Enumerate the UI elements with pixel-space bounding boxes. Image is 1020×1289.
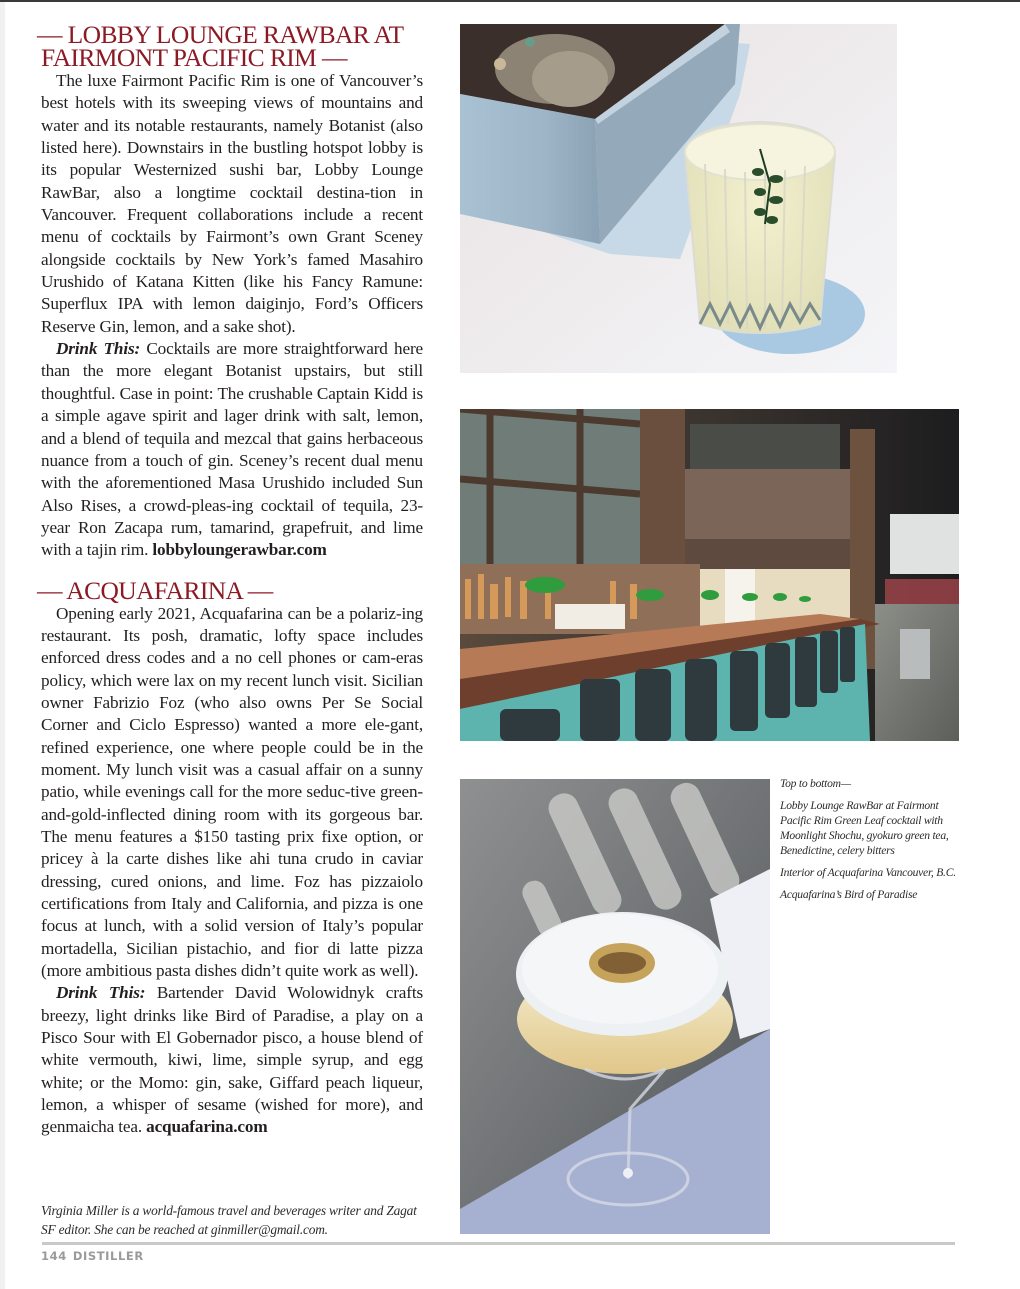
caption-intro: Top to bottom—: [780, 777, 851, 790]
section-heading-acquafarina: — ACQUAFARINA —: [37, 575, 273, 605]
caption-item: Acquafarina’s Bird of Paradise: [780, 888, 918, 901]
page-number: 144: [41, 1249, 67, 1263]
drink-this-lead: Drink This:: [56, 983, 146, 1003]
article-paragraph: [41, 982, 423, 1138]
article-paragraph: [41, 603, 423, 983]
page-folio: [41, 1249, 150, 1263]
paragraph-text: The luxe Fairmont Pacific Rim is one of Vancouver’s best hotels with its sweeping views of mountains and water and its notable restaurants, namely Botanist (also listed here). Downstairs in the bustling hotspot lobby is its popular Westernized sushi bar, Lobby Lounge RawBar, also a longtime cocktail destina-tion in Vancouver. Frequent collaborations include a recent menu of cocktails by Fairmont’s own Grant Sceney alongside cocktails by New York’s famed Masahiro Urushido of Katana Kitten (like his Fancy Ramune: Superflux IPA with lemon daiginjo, Ford’s Officers Reserve Gin, lemon, and a sake shot).: [41, 71, 423, 336]
caption-item: Lobby Lounge RawBar at Fairmont Pacific Rim Green Leaf cocktail with Moonlight Shochu, gyokuro green tea, Benedictine, celery bitters: [780, 799, 949, 857]
article-paragraph: [41, 338, 423, 561]
acquafarina-interior-photo: [460, 409, 959, 741]
website-link-lobbyloungerawbar[interactable]: lobbyloungerawbar.com: [152, 540, 327, 560]
caption-item: Interior of Acquafarina Vancouver, B.C.: [780, 866, 956, 879]
photo-caption: [780, 776, 970, 909]
paragraph-text: Bartender David Wolowidnyk crafts breezy, light drinks like Bird of Paradise, a play on a Pisco Sour with El Gobernador pisco, a house blend of white vermouth, kiwi, lime, simple syrup, and egg white; or the Momo: gin, sake, Giffard peach liqueur, lemon, a whisper of sesame (wished for more), and genmaicha tea.: [41, 983, 423, 1137]
paragraph-text: Opening early 2021, Acquafarina can be a polariz-ing restaurant. Its posh, dramatic, lofty space includes enforced dress codes and a no cell phones or cam-eras policy, which were lax on my recent lunch visit. Sicilian owner Fabrizio Foz (who also owns Per Se Social Corner and Ciclo Espresso) wanted a more ele-gant, refined experience, one where people could be in the moment. My lunch visit was a casual affair on a sunny patio, while evenings call for the more seduc-tive green-and-gold-inflected dining room with its gorgeous bar. The menu features a $150 tasting prix fixe option, or pricey à la carte dishes like ahi tuna crudo in caviar dressing, cured onions, and lime. Foz has pizzaiolo certifications from Italy and California, and pizza is one focus at lunch, with a solid version of Italy’s popular mortadella, Sicilian pistachio, and fior di latte pizza (more ambitious pasta dishes didn’t quite work as well).: [41, 603, 423, 981]
bird-of-paradise-cocktail-photo: [460, 779, 770, 1234]
article-column: [37, 20, 423, 1139]
drink-this-lead: Drink This:: [56, 339, 141, 359]
author-bio: Virginia Miller is a world-famous travel and beverages writer and Zagat SF editor. She can be reached at ginmiller@gmail.com.: [41, 1203, 417, 1237]
paragraph-text: Cocktails are more straightforward here than the more elegant Botanist upstairs, but still thoughtful. Case in point: The crushable Captain Kidd is a simple agave spirit and lager drink with salt, lemon, and a blend of tequila and mezcal that gains herbaceous nuance from a touch of gin. Sceney’s recent dual menu with the aforementioned Masa Urushido included Sun Also Rises, a crowd-pleas-ing cocktail of tequila, 23-year Ron Zacapa rum, tamarind, grapefruit, and lime with a tajin rim.: [41, 339, 423, 560]
magazine-name: DISTILLER: [72, 1249, 144, 1263]
article-paragraph: [41, 70, 423, 338]
page-top-border: [0, 0, 1020, 2]
footer-rule: [42, 1242, 955, 1245]
green-leaf-cocktail-photo: [460, 24, 897, 373]
section-heading-lobby-lounge: — LOBBY LOUNGE RAWBAR AT FAIRMONT PACIFIC RIM —: [37, 20, 404, 72]
page-left-gutter: [0, 2, 5, 1289]
website-link-acquafarina[interactable]: acquafarina.com: [146, 1117, 268, 1137]
